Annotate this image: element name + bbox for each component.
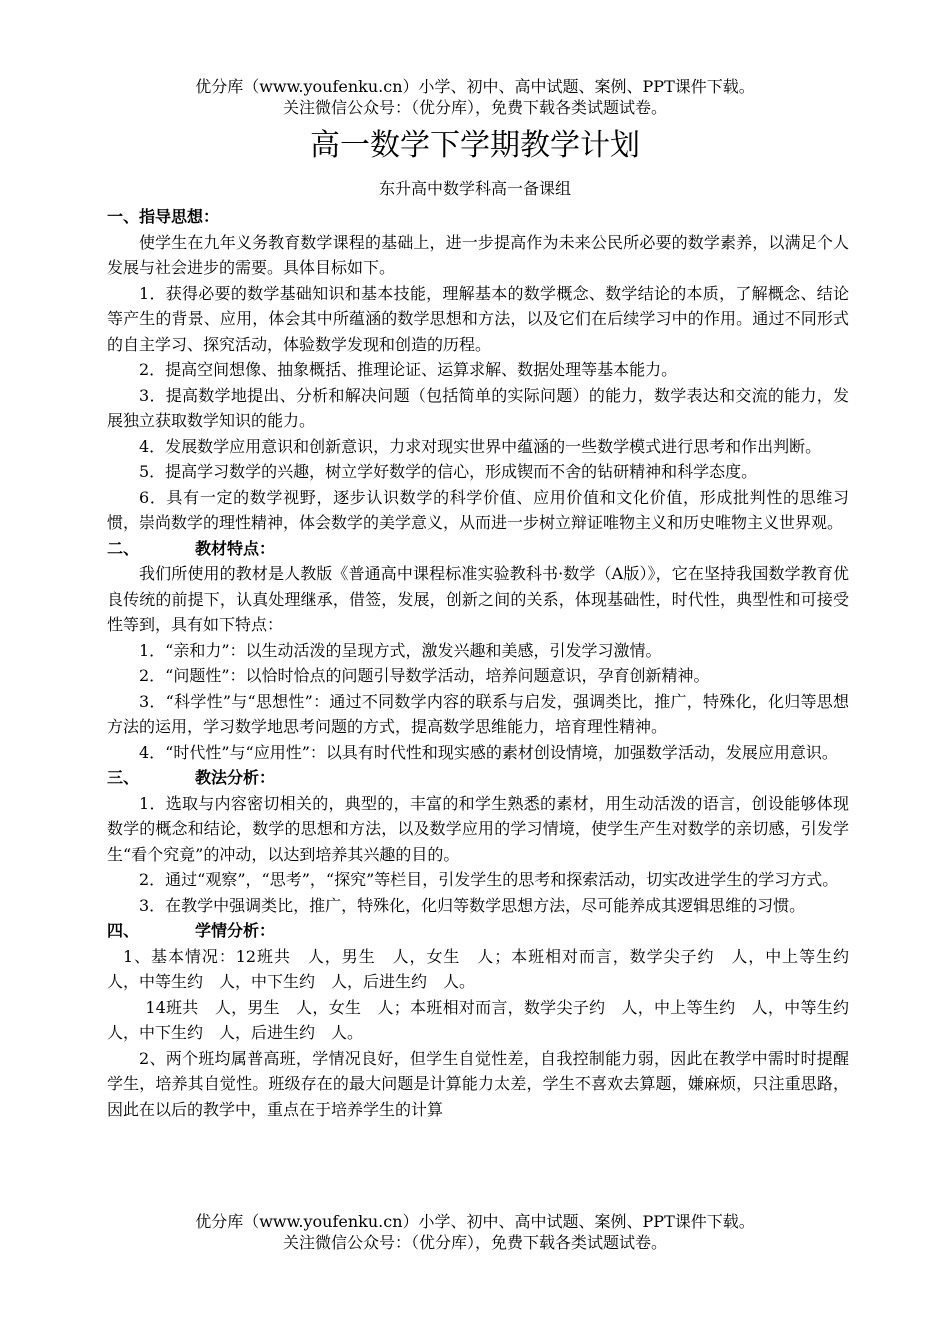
section-2-heading: [107, 536, 849, 562]
section-1-item: 6．具有一定的数学视野，逐步认识数学的科学价值、应用价值和文化价值，形成批判性的思维习惯，崇尚数学的理性精神，体会数学的美学意义，从而进一步树立辩证唯物主义和历史唯物主义世界观。: [107, 487, 849, 532]
header-line-2: 关注微信公众号：（优分库），免费下载各类试题试卷。: [282, 98, 667, 117]
section-4-paragraph: 1、基本情况：12班共 人，男生 人，女生 人；本班相对而言，数学尖子约 人，中上等生约 人，中等生约 人，中下生约 人，后进生约 人。: [107, 946, 866, 991]
section-3-item: 1．选取与内容密切相关的，典型的，丰富的和学生熟悉的素材，用生动活泼的语言，创设能够体现数学的概念和结论，数学的思想和方法，以及数学应用的学习情境，使学生产生对数学的亲切感，引发学生“看个究竟”的冲动，以达到培养其兴趣的目的。: [107, 793, 849, 864]
section-1-item: 2．提高空间想像、抽象概括、推理论证、运算求解、数据处理等基本能力。: [139, 360, 678, 379]
section-4-number: 四、: [107, 921, 140, 940]
section-4-paragraph: 2、两个班均属普高班，学情况良好，但学生自觉性差，自我控制能力弱，因此在教学中需时时提醒学生，培养其自觉性。班级存在的最大问题是计算能力太差，学生不喜欢去算题，嫌麻烦，只注重思路，因此在以后的教学中，重点在于培养学生的计算: [107, 1048, 849, 1119]
section-2-title: 教材特点：: [195, 538, 276, 558]
section-1-item: 1．获得必要的数学基础知识和基本技能，理解基本的数学概念、数学结论的本质，了解概念、结论等产生的背景、应用，体会其中所蕴涵的数学思想和方法，以及它们在后续学习中的作用。通过不同形式的自主学习、探究活动，体验数学发现和创造的历程。: [107, 283, 849, 354]
header-line-1: 优分库（www.youfenku.cn）小学、初中、高中试题、案例、PPT课件下载。: [195, 77, 755, 96]
section-2-item: 2．“问题性”：以恰时恰点的问题引导数学活动，培养问题意识，孕育创新精神。: [139, 666, 710, 685]
section-1-intro: 使学生在九年义务教育数学课程的基础上，进一步提高作为未来公民所必要的数学素养，以满足个人发展与社会进步的需要。具体目标如下。: [107, 232, 849, 277]
section-3-title: 教法分析：: [195, 768, 276, 787]
section-3-item: 2．通过“观察”，“思考”，“探究”等栏目，引发学生的思考和探索活动，切实改进学生的学习方式。: [139, 870, 839, 889]
document-title: 高一数学下学期教学计划: [310, 128, 640, 163]
section-2-number: 二、: [107, 538, 140, 558]
footer-line-2: 关注微信公众号：（优分库），免费下载各类试题试卷。: [282, 1233, 667, 1252]
document-subtitle: 东升高中数学科高一备课组: [378, 179, 571, 198]
section-3-number: 三、: [107, 768, 140, 787]
section-4-title: 学情分析：: [195, 921, 276, 940]
section-2-item: 1．“亲和力”：以生动活泼的呈现方式，激发兴趣和美感，引发学习激情。: [139, 640, 662, 660]
section-2-item: 3．“科学性”与“思想性”：通过不同数学内容的联系与启发，强调类比，推广，特殊化，化归等思想方法的运用，学习数学地思考问题的方式，提高数学思维能力，培育理性精神。: [107, 691, 849, 736]
section-4-paragraph: 14班共 人，男生 人，女生 人；本班相对而言，数学尖子约 人，中上等生约 人，中等生约 人，中下生约 人，后进生约 人。: [107, 997, 866, 1042]
section-3-item: 3．在教学中强调类比，推广，特殊化，化归等数学思想方法，尽可能养成其逻辑思维的习惯。: [139, 895, 806, 915]
page-footer: [0, 1211, 950, 1253]
section-4-heading: [107, 918, 849, 944]
section-1-item: 3．提高数学地提出、分析和解决问题（包括简单的实际问题）的能力，数学表达和交流的能力，发展独立获取数学知识的能力。: [107, 385, 849, 430]
section-3-heading: [107, 765, 849, 791]
document-body: [107, 204, 866, 1122]
section-1-item: 4．发展数学应用意识和创新意识，力求对现实世界中蕴涵的一些数学模式进行思考和作出判断。: [139, 436, 822, 456]
section-1-item: 5．提高学习数学的兴趣，树立学好数学的信心，形成锲而不舍的钻研精神和科学态度。: [139, 462, 758, 481]
section-1-heading: 一、指导思想：: [107, 207, 220, 226]
footer-line-1: 优分库（www.youfenku.cn）小学、初中、高中试题、案例、PPT课件下载。: [195, 1212, 755, 1231]
section-2-item: 4．“时代性”与“应用性”：以具有时代性和现实感的素材创设情境，加强数学活动，发展应用意识。: [139, 742, 838, 762]
section-2-intro: 我们所使用的教材是人教版《普通高中课程标准实验教科书·数学（A版）》，它在坚持我国数学教育优良传统的前提下，认真处理继承，借签，发展，创新之间的关系，体现基础性，时代性，典型性和可接受性等到，具有如下特点：: [107, 564, 849, 634]
page-header: [0, 76, 950, 118]
